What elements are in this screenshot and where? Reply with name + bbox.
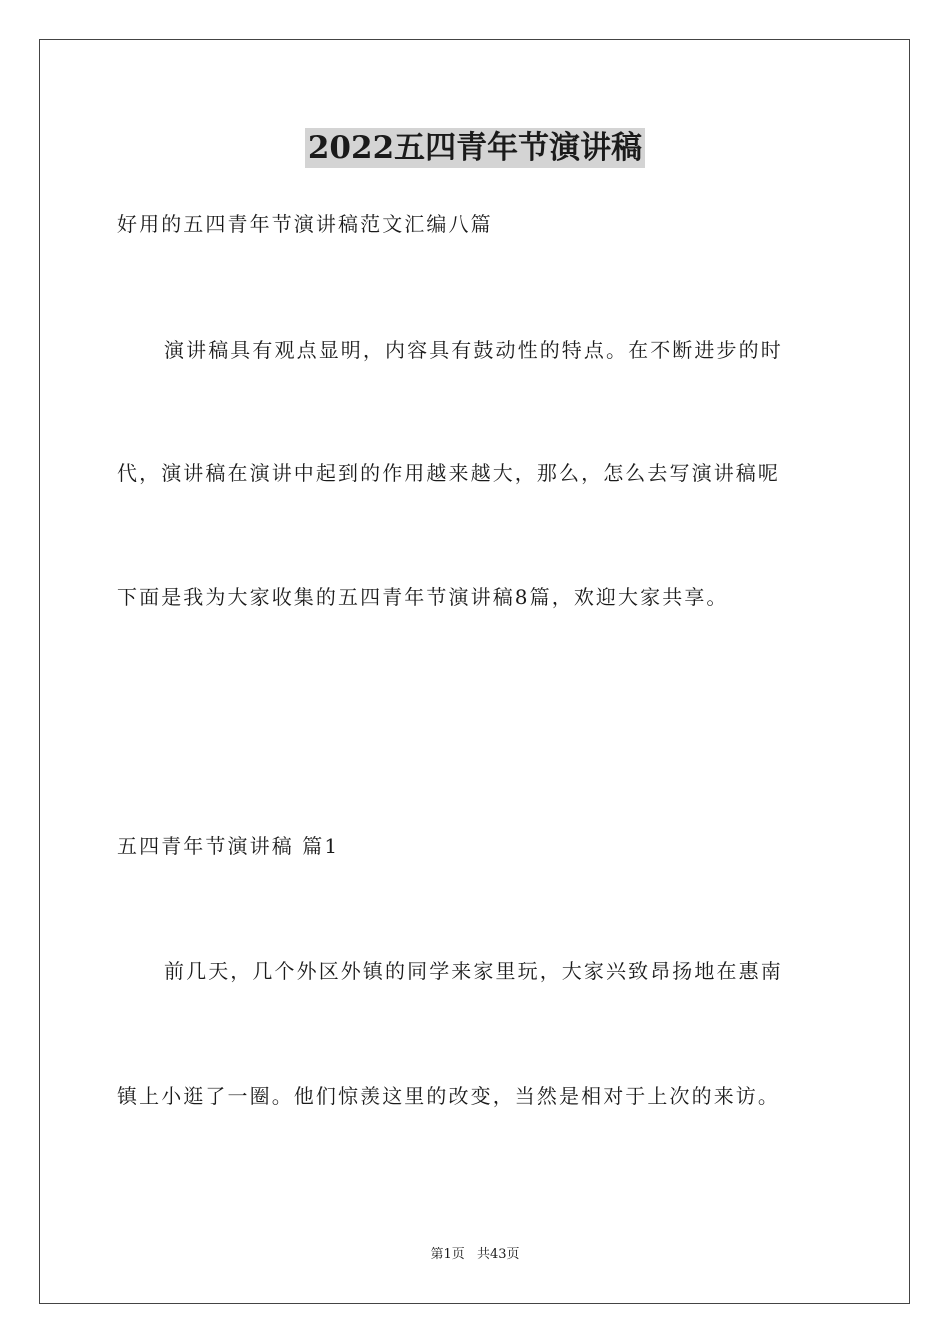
- page-total: 共43页: [476, 1247, 520, 1262]
- document-subtitle: 好用的五四青年节演讲稿范文汇编八篇: [117, 212, 493, 236]
- title-container: [0, 128, 950, 168]
- intro-line-3: 下面是我为大家收集的五四青年节演讲稿8篇，欢迎大家共享。: [117, 585, 729, 609]
- section-line-2: 镇上小逛了一圈。他们惊羡这里的改变，当然是相对于上次的来访。: [117, 1084, 780, 1108]
- intro-line-2: 代，演讲稿在演讲中起到的作用越来越大，那么，怎么去写演讲稿呢: [117, 461, 780, 485]
- page-footer: [0, 1246, 950, 1264]
- document-title: 2022五四青年节演讲稿: [305, 128, 645, 168]
- section-line-1: 前几天，几个外区外镇的同学来家里玩，大家兴致昂扬地在惠南: [164, 959, 783, 983]
- section-heading: 五四青年节演讲稿 篇1: [117, 834, 340, 858]
- intro-line-1: 演讲稿具有观点显明，内容具有鼓动性的特点。在不断进步的时: [164, 338, 783, 362]
- page-number: 第1页: [430, 1247, 465, 1262]
